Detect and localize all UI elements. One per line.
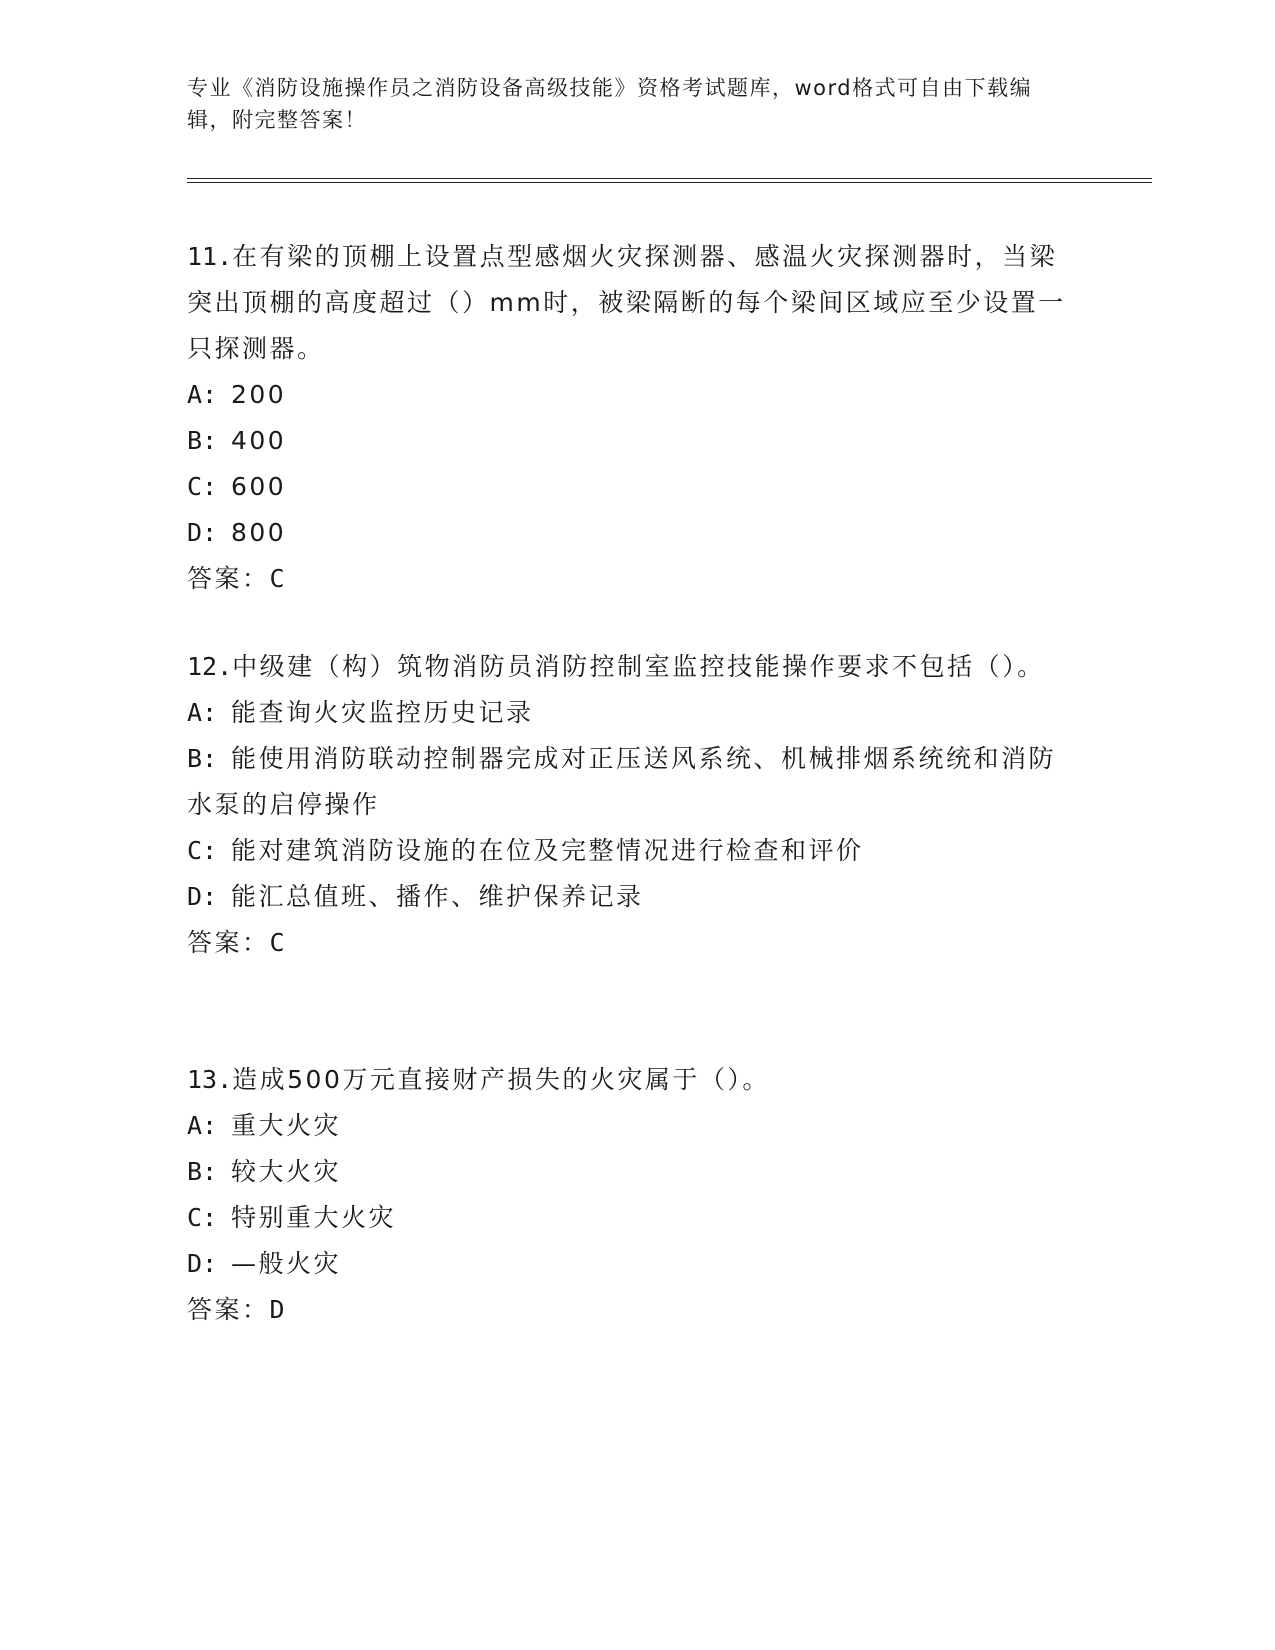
question-stem [187,644,1077,690]
option-c [187,464,1077,510]
answer-value: C [269,928,285,957]
option-key: B: [187,744,218,773]
option-text: 能对建筑消防设施的在位及完整情况进行检查和评价 [231,836,864,865]
option-c [187,828,1077,874]
option-text: 400 [231,426,287,455]
question-12 [187,644,1077,966]
question-text: 造成500万元直接财产损失的火灾属于（）。 [232,1065,770,1094]
option-key: D: [187,882,218,911]
option-key: D: [187,1249,218,1278]
option-b [187,418,1077,464]
option-b [187,1149,1077,1195]
answer-value: C [269,564,285,593]
question-number: 13. [187,1065,233,1094]
document-header [187,72,1067,136]
header-divider [187,178,1152,183]
option-text: 能查询火灾监控历史记录 [231,698,534,727]
answer-label: 答案： [187,928,270,957]
answer-value: D [269,1295,285,1324]
option-d [187,510,1077,556]
option-text: —般火灾 [231,1249,342,1278]
question-stem [187,1057,1077,1103]
option-text: 能汇总值班、播作、维护保养记录 [231,882,644,911]
option-key: D: [187,518,218,547]
answer-line [187,1287,1077,1333]
question-11 [187,234,1077,602]
answer-label: 答案： [187,564,270,593]
option-key: A: [187,698,218,727]
question-stem [187,234,1077,372]
option-a [187,690,1077,736]
option-a [187,1103,1077,1149]
option-key: A: [187,1111,218,1140]
option-key: C: [187,472,218,501]
question-text: 在有梁的顶棚上设置点型感烟火灾探测器、感温火灾探测器时，当梁突出顶棚的高度超过（）mm时，被梁隔断的每个梁间区域应至少设置一只探测器。 [187,242,1066,363]
answer-label: 答案： [187,1295,270,1324]
option-key: C: [187,836,218,865]
option-text: 重大火灾 [231,1111,342,1140]
option-d [187,1241,1077,1287]
question-number: 12. [187,652,233,681]
question-text: 中级建（构）筑物消防员消防控制室监控技能操作要求不包括（）。 [232,652,1045,681]
option-key: B: [187,426,218,455]
question-number: 11. [187,242,233,271]
option-key: B: [187,1157,218,1186]
header-intro-text: 专业《消防设施操作员之消防设备高级技能》资格考试题库，word格式可自由下载编辑，附完整答案！ [187,76,1033,132]
option-text: 能使用消防联动控制器完成对正压送风系统、机械排烟系统统和消防水泵的启停操作 [187,744,1057,819]
option-b [187,736,1077,828]
option-text: 800 [231,518,287,547]
option-c [187,1195,1077,1241]
option-key: C: [187,1203,218,1232]
option-text: 较大火灾 [231,1157,342,1186]
question-13 [187,1057,1077,1333]
option-text: 200 [231,380,287,409]
option-text: 特别重大火灾 [231,1203,397,1232]
option-text: 600 [231,472,287,501]
answer-line [187,556,1077,602]
option-a [187,372,1077,418]
option-d [187,874,1077,920]
option-key: A: [187,380,218,409]
answer-line [187,920,1077,966]
